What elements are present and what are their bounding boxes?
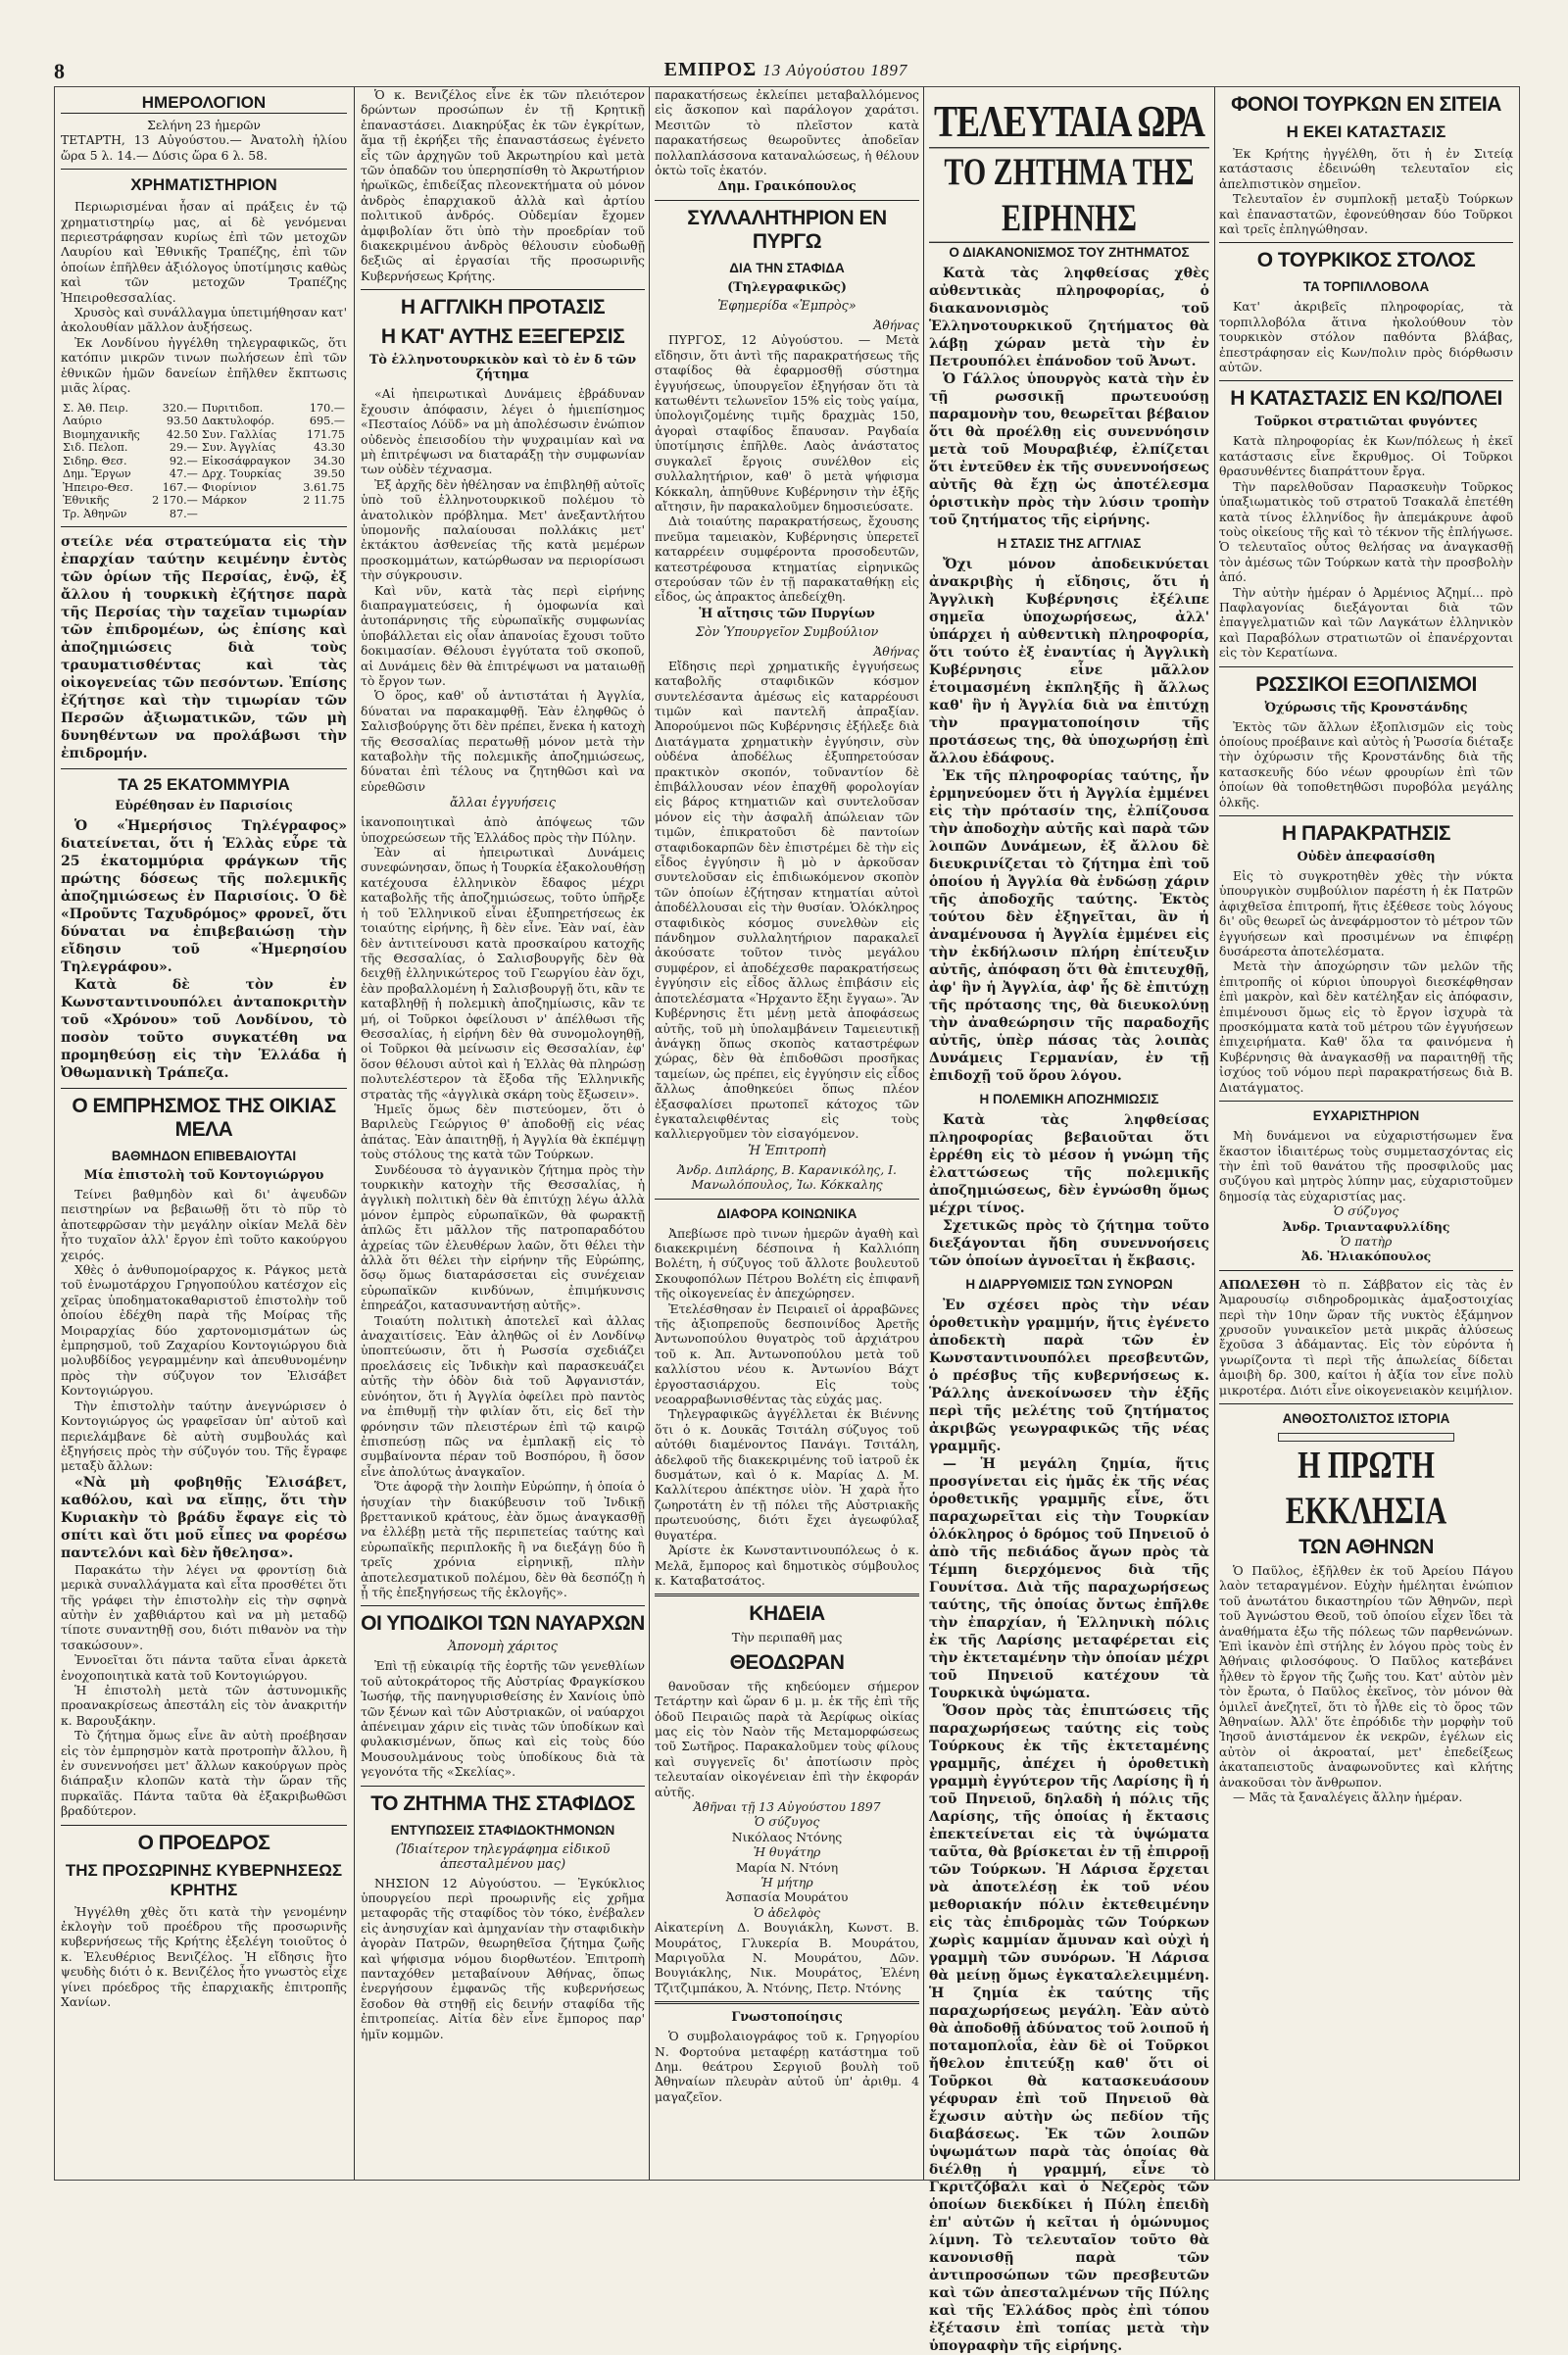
paragraph: Αἰκατερίνη Δ. Βουγιάκλη, Κωνστ. Β. Μουράτος, Γλυκερία Β. Μουράτου, Μαριγοῦλα Ν. Μουράτου, Δῶν. Βουγιάκλης, Νικ. Μουράτος, Ἑλένη Τζιτζιμπάκου, Ἀ. Ντόνης, Πετρ. Ντόνης (655, 1920, 919, 1995)
cell: 29.— (169, 441, 198, 454)
paragraph: Εἴδησις περὶ χρηματικῆς ἐγγυήσεως καταβολῆς σταφιδικῶν κόσμον συντελέσαντα ἀμέσως εἰς καταρρέουσι τιμῶν καὶ παντελῆ ἀπραξίαν. Ἀπορούμενοι πῶς Κυβέρνησις ἐξήλεξε διὰ Διατάγματα χρηματικὴν ἐγγύησιν, σὺν οὐδένα ἀποδέλως ἐξυπηρετούσαν πρακτικὸν σκοπόν, τοῦναντίον δὲ ἐπιβάλλουσαν νέον ἐπαχθῆ φορολογίαν εἰς βάρος κτηματιῶν καὶ συντελοῦσαν μόνον εἰς τὴν ἀσφαλῆ ἀπώλειαν τῶν τιμῶν, ἐπικρατοῦσι δὲ παντοίων σταφιδοκαρπῶν δὲν ἐπιστρέμει δὲ τὴν εἰς εἶδος ἐγγύησιν ἢ μὸ ν ἀρκοῦσαν συντελοῦσαν εἰς ἐπιδιωκόμενον σκοπὸν τῶν ὁποίων ἐζήτησαν κτηματίαι αὐτοὶ ἀποδέλλουσαι εἰς τὴν θυσίαν. Ὁλόκληρος σταφιδικὸς κόσμος συνελθὼν εἰς πάνδημον συλλαλητήριον παρακαλεῖ ἀκούσατε τοῦτον τινὸς μεγάλου συμφέρον, εἰ ἀποδέχεσθε παρακρατήσεως ἐγγύησιν εἰς εἶδος ἄλλως ἐπιβάσιν εἰς ἀποτελέσματα «Ἠρχαντο ἔξηι ἔγγαω». Ἂν Κυβέρνησις ἔτι μένῃ μετὰ ἀποφάσεως αὐτῆς, τοῦ μὴ ὑπολαμβάνειν Ταμειευτικῇ ἀνάγκῃ ὅπως σκοπὸς καταστρέφων χώρας, δὲν θὰ ἐπιδοθῶσι προσῆκας ταμείων, ὡς πρέπει, εἰς ἐγγύησιν εἰς εἶδος ἄλλως ἀποθηκεύει ὅπως πλέον ἐξασφαλίσει πρωτοπεῖ κάτοχος τῶν ἐγκαταλειφθέντας εἰς τοὺς καλλιεργοῦμεν τὸν εἰσαγόμενον. (655, 658, 919, 1142)
headline: Η ΚΑΤΑΣΤΑΣΙΣ ΕΝ ΚΩ/ΠΟΛΕΙ (1230, 387, 1502, 411)
column-4 (929, 87, 1209, 2354)
headline: ΟΙ ΥΠΟΔΙΚΟΙ ΤΩΝ ΝΑΥΑΡΧΩΝ (361, 1612, 645, 1636)
headline: ΣΥΛΛΑΛΗΤΗΡΙΟΝ ΕΝ ΠΥΡΓΩ (687, 207, 887, 254)
cell: 3.61.75 (303, 480, 345, 494)
table-row (61, 441, 347, 455)
paragraph: Ἐκ τῆς πληροφορίας ταύτης, ἦν ἐρμηνεύομεν ὅτι ἡ Ἀγγλία ἐμμένει εἰς τὴν πρότασίν της, ἐλπίζουσα τὴν ἀποδοχὴν αὐτῆς καὶ παρὰ τῶν λοιπῶν Δυνάμεων, ἐξ ἄλλου δὲ διευκρινίζεται τὸ ζήτημα ἐπὶ τοῦ ὁποίου ἡ Ἀγγλία θὰ ἐνδώσῃ χάριν τῆς ἀποδοχῆς ταύτης. Ἐκτὸς τούτου δὲν ἐξηγεῖται, ἂν ἡ ἀναμένουσα ἡ Ἀγγλία ἐμμένει εἰς τὴν ἐκδήλωσιν πλήρη ἐπίτευξιν αὐτῆς, ἀπόφαση ὅτι θὰ ἐπιτευχθῇ, ἀφ' ἣν ἡ Ἀγγλία, ἀφ' ἧς δὲ ἐπιτύχῃ τῆς πρότασης της, θὰ διευκολύνῃ τὴν ἀναθεώρησιν τῆς παραδοχῆς αὐτῆς, ὑπὲρ πάσας τὰς λοιπὰς Δυνάμεις Γερμανίαν, ἐν τῇ ἐπιδοχῇ τοῦ ὅρου λόγου. (929, 768, 1209, 1084)
paragraph: Παρακάτω τὴν λέγει να φροντίσῃ διὰ μερικὰ συναλλάγματα καὶ εἶτα προσθέτει ὅτι τῆς γράφει τὴν ἐπιστολὴν εἰς τὴν σφηνὰ αὐτὴν ἐν χαβθιάρτου καὶ να μὴ μεταδῷ τίποτε συναντηθῇ σου, διότι πιθανὸν να τὴν τσακώσουν». (61, 1561, 347, 1652)
subheading: Οὐδὲν ἀπεφασίσθη (1297, 850, 1436, 864)
cell: 42.50 (166, 427, 198, 441)
masthead (54, 59, 1518, 84)
lost-notice-text: τὸ π. Σάββατον εἰς τὰς ἐν Ἀμαρουσίῳ σιδηροδρομικὰς ἁμαξοστοιχίας περὶ τὴν 10ην ὥραν τῆς νυκτὸς ἐξάμηνον χρυσοῦν γυναικεῖον μετὰ μικρᾶς ἀλύσεως ἔχοῦσα 3 ἀδάμαντας. Εἰς τὸν εὑρόντα ἡ γνωρίζοντα τὶ περὶ τῆς ἀπωλείας δίδεται ἀμοιβὴ δρ. 300, καίτοι ἡ ἀξία τον εἶνε πολὺ μικροτέρα. Διότι εἶνε οἰκογενειακὸν κειμήλιον. (1219, 1276, 1513, 1398)
subheading: (Τηλεγραφικῶς) (727, 280, 847, 296)
subheading: Γνωστοποίησις (731, 2010, 843, 2026)
headline: ΔΙΑ ΤΗΝ ΣΤΑΦΙΔΑ (729, 261, 845, 276)
paragraph: Τὸ ζήτημα ὅμως εἶνε ἂν αὐτὴ προέβησαν εἰς τὸν ἐμπρησμὸν κατὰ προτροπὴν ἄλλου, ἢ ἐν συνεννοήσει μετ' ἄλλων κακούργων πρὸς διάπραξιν κλοπῶν κατὰ τὴν ὥραν τῆς πυρκαϊᾶς. Πάντα ταῦτα θὰ ἐξακριβωθῶσι βραδύτερον. (61, 1728, 347, 1819)
cell: 43.30 (313, 441, 345, 454)
paragraph: Ἐκ Κρήτης ἠγγέλθη, ὅτι ἡ ἐν Σιτείᾳ κατάστασις ἐδεινώθη τελευταῖον εἰς ἀπελπιστικὸν σημεῖον. (1219, 146, 1513, 191)
newspaper-name: ΕΜΠΡΟΣ (663, 59, 758, 80)
table-row (61, 481, 347, 495)
table-row (61, 402, 347, 416)
paragraph: Περιωρισμέναι ἦσαν αἱ πράξεις ἐν τῷ χρηματιστηρίῳ μας, αἱ δὲ γενόμεναι περιεστράφησαν κυρίως ἐπὶ τῶν μετοχῶν Λαυρίου καὶ Ἐθνικῆς Τραπέζης, ἐπὶ τῶν ὁποίων ἐπῆλθεν ἀξιόλογος ὑποτίμησις καθὼς καὶ τῶν μετοχῶν Τραπέζης Ἠπειροθεσσαλίας. (61, 199, 347, 305)
divider (361, 1786, 645, 1787)
headline: ΑΝΘΟΣΤΟΛΙΣΤΟΣ ΙΣΤΟΡΙΑ (1282, 1411, 1450, 1426)
divider (61, 1825, 347, 1826)
paragraph: θανοῦσαν τῆς κηδεύομεν σήμερον Τετάρτην καὶ ὥραν 6 μ. μ. ἐκ τῆς ἐπὶ τῆς ὁδοῦ Πειραιῶς παρὰ τὰ Ἀερίφως οἰκίας μας εἰς τὸν Ναὸν τῆς Μεταμορφώσεως τοῦ Σωτῆρος. Παρακαλοῦμεν τοὺς φίλους καὶ συγγενεῖς δι' ἀποτίωσιν πρὸς τελευταίαν οἰκογένειαν ἐπὶ τὴν ἐκφοράν αὐτῆς. (655, 1678, 919, 1799)
headline: ΤΟ ΖΗΤΗΜΑ ΤΗΣ ΣΤΑΦΙΔΟΣ (370, 1791, 635, 1815)
paragraph: «Αἱ ἠπειρωτικαὶ Δυνάμεις ἐβράδυναν ἔχουσιν ἀπόφασιν, λέγει ὁ ἡμιεπίσημος «Πεσταίος Λόϋδ» να μὴ ἀπολέσωσιν ἐνώπιον οὐδενὸς ἐπεισοδίου τὴν ψυχραιμίαν καὶ να μὴ ἐπιτρέψωσι να διαταράξῃ τὴν συμφωνίαν των οὐδὲν τέχνασμα. (361, 386, 645, 477)
headline: Η ΑΓΓΛΙΚΗ ΠΡΟΤΑΣΙΣ (400, 296, 606, 319)
family-line: Ἡ μήτηρ (760, 1875, 813, 1889)
headline: Ο ΠΡΟΕΔΡΟΣ (137, 1831, 270, 1854)
paragraph: Σχετικῶς πρὸς τὸ ζήτημα τοῦτο διεξάγονται ἤδη συνεννοήσεις τῶν ὁποίων ἀγνοεῖται ἡ ἔκβασις. (929, 1218, 1209, 1269)
paragraph: Ὁ Παῦλος, ἐξῆλθεν ἐκ τοῦ Ἀρείου Πάγου λαὸν τεταραγμένον. Εὐχὴν ἠμέληται ἐνώπιον τοῦ ἀνωτάτου δικαστηρίου τῶν Ἀθηνῶν, περὶ τοῦ Ἀγνώστου Θεοῦ, τοῦ ὁποίου εἶχεν ἴδει τὰ ἀναθήματα ἐξω τῆς πόλεως τῶν παρθενώνων. Ἐπὶ ἱκανὸν ἐπὶ στήλης ἐν λόγου πρὸς τοὺς ἐν Ἀθήναις φιλοσόφους. Ὁ Παῦλος κατεβάνει ἦλθεν τὸ ἔργον τῆς ζωῆς του. Κατ' αὐτὸν μὲν τὸν ἔρωτα, ὁ Παῦλος ἐκεῖνος, τὸν μόνον θὰ ὁμιλεῖ ἀνεζητεῖ, ὅτι τὸ ἦλθε εἰς τὸ ὅρος τῶν Ἀθηναίων. Ἀλλ' ὅτε ἐπρόδιδε τὴν μορφὴν τοῦ Ἰησοῦ ἀνιστάμενον ἐκ νεκρῶν, ἐγέλων εἰς αὐτὸν οἱ ἀκροαταί, μετ' ἐπεδείξεως ἀκαταπειστοῦς ἀναφωνοῦντες καὶ κλήτης ἀνακοῦσαι τὸν ἄνθρωπον. (1219, 1563, 1513, 1790)
headline: ΘΕΟΔΩΡΑΝ (729, 1650, 845, 1674)
lost-notice-title: ΑΠΩΛΕΣΘΗ (1219, 1276, 1300, 1292)
cell: Βιομηχανικῆς (63, 427, 140, 441)
subheading: Εὐρέθησαν ἐν Παρισίοις (115, 799, 293, 813)
paragraph: Τὴν παρελθοῦσαν Παρασκευὴν Τοῦρκος ὑπαξιωματικὸς τοῦ στρατοῦ Τσακαλᾶ ἐπετέθη κατὰ τίνος ἑλληνίδος ἣν ἀπεμάκρυνε ἀφοῦ τοὺς οἰκείους τῆς καὶ τὸ τέκνον τῆς ἐπλήγωσε. Ὁ τελευταῖος οὗτος θελήσας να ἀναγκασθῇ τὸν ἀμέσως τῶν Τούρκων κατὰ τὴν προσβολὴν ἀπό. (1219, 478, 1513, 585)
headline: Η ΣΤΑΣΙΣ ΤΗΣ ΑΓΓΛΙΑΣ (997, 536, 1142, 551)
cell: 171.75 (306, 427, 345, 441)
headline: Ο ΕΜΠΡΗΣΜΟΣ ΤΗΣ ΟΙΚΙΑΣ ΜΕΛΑ (72, 1095, 336, 1141)
headline: ΤΩΝ ΑΘΗΝΩΝ (1298, 1536, 1434, 1558)
table-row (61, 467, 347, 481)
divider (1219, 380, 1513, 381)
paragraph: «Νὰ μὴ φοβηθῇς Ἐλισάβετ, καθόλου, καὶ να εἴπῃς, ὅτι τὴν Κυριακὴν τὸ βράδυ ἔφαγε εἰς τὸ σπίτι καὶ ὅτι μοῦ εἶπες να φορέσω παντελόνι καὶ δὲν ἤθελησα». (61, 1474, 347, 1561)
paragraph: Συνδέουσα τὸ ἀγγανικὸν ζήτημα πρὸς τὴν τουρκικὴν κατοχὴν τῆς Θεσσαλίας, ἡ ἀγγλικὴ πολιτικὴ δὲν θὰ ἐπιτύχῃ λέγω ἀλλὰ μόνον ἐμπρὸς εὐρωπαϊκῶν, θὰ φωρακτῇ ἁπλῶς ἔτι μᾶλλον τῆς πατροπαραδότου ἀχρείας τῶν ἐλευθέρων λαῶν, ὅτι θέλει τὴν ἀλλὰ ὅτι θέλει τὴν εἰρήνην τῆς Εὐρώπης, ὅσῳ ὅμως διαταράσσεται εἰς συνέχειαν εὐρωπαϊκῶν κινδύνων, ἐπιμήκυνσις ἐπηρεάζοι, κατασυναντήσῃ αὐτῆς». (361, 1161, 645, 1313)
paragraph: Μετὰ τὴν ἀποχώρησιν τῶν μελῶν τῆς ἐπιτροπῆς οἱ κύριοι ὑπουργοὶ διεσκέφθησαν ἐπὶ μακρὸν, καὶ δὲν κατέληξαν εἰς ἀπόφασιν, ἐπιμένουσι ὅμως εἰς τὸ ἔργον ἰσχυρὰ τὰ προσκόμματα κατὰ τοῦ μέτρου τῶν ἐγγυήσεων ἐπιχειρήματα. Καθ' ὅλα τα φαινόμενα ἡ Κυβέρνησις θὰ ἀναγκασθῇ να παραιτηθῇ τῆς ἰσχύος τοῦ νόμου περὶ παρακρατήσεως διὰ Β. Διατάγματος. (1219, 958, 1513, 1095)
table-row (61, 415, 347, 428)
divider (61, 526, 347, 527)
subheading: Ὀχύρωσις τῆς Κρονστάνδης (1264, 700, 1468, 715)
paragraph: Κατ' ἀκριβεῖς πληροφορίας, τὰ τορπιλλοβόλα ἅτινα ἠκολούθουν τὸν τουρκικὸν στόλον παθόντα βλάβας, ἐπεστράφησαν εἰς Κων/πολιν πρὸς διόρθωσιν αὐτῶν. (1219, 299, 1513, 375)
paragraph: Ὁ «Ἡμερήσιος Τηλέγραφος» διατείνεται, ὅτι ἡ Ἑλλὰς εὗρε τὰ 25 ἑκατομμύρια φράγκων τῆς πρώτης δόσεως τῆς πολεμικῆς ἀποζημιώσεως ἐν Παρισίοις. Ὁ δὲ «Προῦντς Ταχυδρόμος» φρονεῖ, ὅτι δύναται να ἐπιβεβαιώσῃ τὴν εἴδησιν τοῦ «Ἡμερησίου Τηλεγράφου». (61, 818, 347, 975)
cell: Ἠπειρο-Θεσ. (63, 480, 133, 494)
column-divider (649, 87, 650, 2180)
subheading: Μία ἐπιστολὴ τοῦ Κοντογιώργου (83, 1168, 324, 1183)
divider (655, 200, 919, 201)
paragraph: Ἐτελέσθησαν ἐν Πειραιεῖ οἱ ἀρραβῶνες τῆς ἀξιοπρεποῦς δεσποινίδος Ἀρετῆς Ἀντωνοπούλου θυγατρὸς τοῦ ἀρχιάτρου τοῦ κ. Ἀπ. Ἀντωνοπούλου μετὰ τοῦ καλλίστου νέου κ. Ἀντωνίου Βάχτ ἐργοστασιάρχου. Εἰς τοὺς νεοαρραβωνισθέντας τὰς εὐχάς μας. (655, 1300, 919, 1407)
cell: 167.— (162, 480, 198, 494)
cell: Φιορίνιον (201, 480, 257, 494)
headline: Η ΠΡΩΤΗ ΕΚΚΛΗΣΙΑ (1285, 1444, 1447, 1533)
cell: Δημ. Ἔργων (63, 467, 131, 480)
signature: Δημ. Γραικόπουλος (717, 179, 857, 195)
price-table (61, 402, 347, 521)
cell: Συν. Ἀγγλίας (201, 441, 276, 454)
page-number: 8 (54, 59, 65, 83)
paragraph: Ἐννοεῖται ὅτι πάντα ταῦτα εἶναι ἀρκετὰ ἐνοχοποιητικὰ κατὰ τοῦ Κοντογιώργου. (61, 1652, 347, 1683)
place: Ἀθήνας (873, 318, 919, 333)
paragraph: Ἡμεῖς ὅμως δὲν πιστεύομεν, ὅτι ὁ Βαριλεὺς Γεώργιος θ' ἀποδοθῇ εἰς νέας ἀπάτας. Ἐὰν ἀπαιτηθῇ, ἡ Ἀγγλία θὰ ἐκπέμψῃ τοὺς στόλους της κατὰ τῶν Τούρκων. (361, 1101, 645, 1162)
cell: Ἐθνικῆς (63, 494, 110, 507)
divider (1219, 666, 1513, 667)
family-line: Ὁ σύζυγος (754, 1814, 820, 1830)
subheading: (Ἰδιαίτερον τηλεγράφημα εἰδικοῦ ἀπεσταλμένου μας) (395, 1841, 611, 1872)
headline: ΤΗΣ ΠΡΟΣΩΡΙΝΗΣ ΚΥΒΕΡΝΗΣΕΩΣ ΚΡΗΤΗΣ (65, 1860, 343, 1899)
almanac-heading: ΗΜΕΡΟΛΟΓΙΟΝ (61, 93, 347, 114)
signature-names: Ἀνδρ. Διπλάρης, Β. Καρανικόλης, Ι. Μανωλόπουλος, Ἰω. Κόκκαλης (677, 1161, 897, 1193)
paragraph: ἱκανοποιητικαὶ ἀπὸ ἀπόψεως τῶν ὑποχρεώσεων τῆς Ἑλλάδος πρὸς τὴν Πύλην. (361, 814, 645, 845)
cell: Δακτυλοφόρ. (201, 415, 275, 427)
family-line: Ὁ σύζυγος (1333, 1203, 1399, 1219)
divider (1219, 1101, 1513, 1102)
divider (1219, 1270, 1513, 1271)
divider (61, 768, 347, 769)
divider (61, 169, 347, 170)
almanac-day: ΤΕΤΑΡΤΗ, 13 Αὐγούστου.— Ἀνατολὴ ἡλίου ὥρα 5 λ. 14.— Δύσις ὥρα 6 λ. 58. (61, 132, 347, 163)
divider (655, 2001, 919, 2004)
headline: Η ΔΙΑΡΡΥΘΜΙΣΙΣ ΤΩΝ ΣΥΝΟΡΩΝ (965, 1277, 1173, 1292)
divider (1219, 1403, 1513, 1404)
column-divider (354, 87, 355, 2180)
paragraph: Τὴν αὐτὴν ἡμέραν ὁ Ἀρμένιος Ἀζημί... πρὸ Παφλαγονίας διεξάγονται διὰ τῶν ἐπαγγελματιῶν καὶ τῶν Λαγκάτων ἐλληνικὸν καὶ Παραβόλων στρατιωτῶν οἱ ἐπανέρχονται εἰς τὸν Κερατίωνα. (1219, 584, 1513, 661)
headline: ΚΗΔΕΙΑ (749, 1602, 825, 1626)
subheading: ἄλλαι ἐγγυήσεις (450, 796, 556, 811)
table-row (61, 455, 347, 468)
paragraph: Χθὲς ὁ ἀνθυπομοίραρχος κ. Ράγκος μετὰ τοῦ ἐνωμοτάρχου Γρηγοπούλου κατέσχον εἰς χεῖρας ὑποδηματοκαθαριστοῦ ἐπιστολὴν τοῦ ὁποίου ἐδέχθη παρὰ τῆς Μοίρας τῆς Μοιραρχίας δύο χαρτονομισμάτων ὡς ἐμπρησμοῦ, τοῦ Ζαχαρίου Κοντογιώργου διὰ μολυβδίδος γεγραμμένην καὶ ἀπευθυνομένην πρὸς τὴν σύζυγον τον Ἐλισάβετ Κοντογιώργου. (61, 1262, 347, 1398)
cell: 2 170.— (152, 494, 198, 507)
paragraph: Ὅτε ἀφορᾷ τὴν λοιπὴν Εὐρώπην, ἡ ὁποία ὁ ἡσυχίαν τὴν διακύβευσιν τοῦ Ἰνδικῇ βρεττανικοῦ κράτους, ἐὰν ὅμως ἀναγκασθῇ να ἐλλέβῃ μετὰ τῆς περιπετείας ταύτης καὶ εὐρωπαϊκῆς περιπλοκῆς ἢ να διεξάγῃ δύο ἢ τρεῖς χρόνια εἰρηνικῇ, πλὴν ἀποτελεσματικοῦ πολέμου, δὲν θὰ δεσπόζῃ ἡ ᾖ τῆς ἐπεξηγήσεως τῆς ἐκλογῆς». (361, 1479, 645, 1599)
family-line: Ἀνδρ. Τριανταφυλλίδης (1282, 1218, 1450, 1234)
divider (1219, 242, 1513, 243)
paragraph: ΠΥΡΓΟΣ, 12 Αὐγούστου. — Μετὰ εἴδησιν, ὅτι ἀντὶ τῆς παρακρατήσεως τῆς σταφίδος θὰ ἐφαρμοσθῇ σύστημα ἐγγυήσεως, ὑπουργεῖον ἐξηγήσαν ὅτι τὰ κατωθέντι τελωνεῖον 15% εἰς τοὺς γαίμα, ὑπολογιζομένης τιμῆς δραχμὰς 150, ἀγοραὶ σταφίδος ἔπαυσαν. Ραγδαία ὑποτίμησις ἐπῆλθε. Λαὸς ἀνάστατος συγκαλεῖ ἔργοις συνέλθον εἰς συλλαλητήριον, καθ' ὃ μετὰ ψήφισμα Κόκκαλη, ἀπηῦθυνε Κυβέρνησιν τὴν ἑξῆς αἴτησιν, ἣν παρακαλοῦμεν δημοσιεύσατε. (655, 332, 919, 514)
cell: Πυριτιδοπ. (201, 401, 264, 415)
cell: Μάρκον (201, 494, 247, 507)
cell (200, 508, 299, 521)
paragraph: Τηλεγραφικῶς ἀγγέλλεται ἐκ Βιέννης ὅτι ὁ κ. Δουκᾶς Τσιτάλη σύζυγος τοῦ αὐτόθι διαμένοντος Πανάγι. Τσιτάλη, ἀδελφοῦ τῆς διακεκριμένης τοῦ ἰατροῦ ἐκ δυσμάτων, καὶ ὁ κ. Μαρίας Δ. Μ. Καλλίτερου ἀπέκτησε υἱὸν. Ἡ χαρὰ ἦτο ζωηροτάτη ἐν τῇ πόλει τῆς Αὐστριακῆς πρωτευούσης, διότι ἔχει ἀγεωφύλαξ θυγατέρα. (655, 1406, 919, 1543)
divider (361, 1605, 645, 1606)
headline: ΤΟ ΖΗΤΗΜΑ ΤΗΣ ΕΙΡΗΝΗΣ (929, 150, 1209, 243)
headline: ΤΑ 25 ΕΚΑΤΟΜΜΥΡΙΑ (118, 775, 290, 794)
paragraph: Ἐὰν αἱ ἠπειρωτικαὶ Δυνάμεις συνεφώνησαν, ὅπως ἡ Τουρκία ἐξακολουθήσῃ κατέχουσα ἑλληνικὸν ἔδαφος μέχρι καταβολῆς τῆς ἀποζημιώσεως, τοῦτο ὑπῆρξε ἡ τοῦ Ἑλληνικοῦ εἶναι ἐξυπηρετήσεως ἐκ τοιαύτης εἰρήνης, ἢ δὲν εἶνε. Ἐὰν ναί, ἐὰν δὲν ἀντιτείνουσι κατὰ προσκαίρου κατοχῆς τῆς Θεσσαλίας, ὁ Σαλισβουργῆς δὲν θὰ δειχθῇ ἐλληνικώτερος τοῦ Γεωργίου ἐὰν ὅχι, ἐὰν προβαλλομένη ἡ Σαλισβουργῇ ὅτι, κἂν τε καταβληθῇ ἡ πολεμικὴ ἀποζημίωσις, κἂν τε μή, οἱ Τοῦρκοι ὀφείλουσι ν' ἀπέλθωσι τῆς Θεσσαλίας, ἡ εἰρήνη δὲν θὰ συνομολογηθῇ, οἱ Τοῦρκοι θὰ μείνωσιν εἰς Θεσσαλίαν, ἐφ' ὅσον θέλουσι αὐτοὶ καὶ ἡ Ἑλλὰς θὰ πληρώσῃ πολυτελέστερον τὰ ἔξοδα τῆς Ἑλληνικῆς στρατὰς τῆς «ἀγγλικὰ σκάρη τοὺς ἔξωσειν». (361, 845, 645, 1102)
subheading: Ἀπονομὴ χάριτος (448, 1640, 558, 1655)
cell (298, 508, 347, 521)
cell: Συν. Γαλλίας (201, 427, 277, 441)
table-row (61, 428, 347, 442)
signature: Ἡ Ἐπιτροπὴ (748, 1143, 826, 1158)
addressee: Ἐφημερίδα «Ἐμπρὸς» (717, 299, 857, 315)
paragraph: παρακατήσεως ἐκλείπει μεταβαλλόμενος εἰς ἄσκοπον καὶ παράλογον χαράτσι. Μεσιτῶν τὸ πλεῖστον κατὰ παρακατήσεως θεωροῦντες ἀποδεῖαν πολλαπλάσσονα καταναλώσεως, ἡ θέλουν ὀκτὼ τοῖς ἑκατόν. (655, 87, 919, 178)
paragraph: Μὴ δυνάμενοι να εὐχαριστήσωμεν ἕνα ἕκαστον ἰδιαιτέρως τοὺς συμμετασχόντας εἰς τὴν ἐπὶ τοῦ θανάτου τῆς προσφιλοῦς μας συζύγου καὶ μητρὸς λύπην μας, εὐχαριστοῦμεν δημοσίᾳ τὰς εὐχαριστίας μας. (1219, 1128, 1513, 1203)
headline-last-hour: ΤΕΛΕΥΤΑΙΑ ΩΡΑ (929, 96, 1209, 149)
column-2 (361, 87, 645, 2180)
paragraph: Ἐπὶ τῇ εὐκαιρίᾳ τῆς ἑορτῆς τῶν γενεθλίων τοῦ αὐτοκράτορος τῆς Αὐστρίας Φραγκίσκου Ἰωσήφ, τῆς πανηγυρισθείσης ἐν Χανίοις ὑπὸ τῶν ξένων καὶ τῶν Αὐστριακῶν, οἱ ναύαρχοι ἀπένειμαν χάριν εἰς τινὰς τῶν ὑποδίκων καὶ φυλακισμένων, ὅπως καὶ εἰς τοὺς δύο Μουσουλμάνους τοὺς ὑποδίκους διὰ τὰ γεγονότα τῆς «Σκελίας». (361, 1658, 645, 1780)
paragraph: Τελευταῖον ἐν συμπλοκῇ μεταξὺ Τούρκων καὶ ἐπαναστατῶν, ἐφονεύθησαν δύο Τοῦρκοι καὶ τρεῖς ἐπληγώθησαν. (1219, 191, 1513, 237)
headline: Η ΕΚΕΙ ΚΑΤΑΣΤΑΣΙΣ (1286, 123, 1446, 141)
paragraph: Ἡ ἐπιστολὴ μετὰ τῶν ἀστυνομικῆς προανακρίσεως ἀπεστάλη εἰς τὸν ἀνακριτήν κ. Βαρουξάκην. (61, 1682, 347, 1728)
headline: ΕΝΤΥΠΩΣΕΙΣ ΣΤΑΦΙΔΟΚΤΗΜΟΝΩΝ (390, 1822, 615, 1838)
column-divider (923, 87, 924, 2180)
cell: Σιδηρ. Θεσ. (63, 454, 127, 467)
cell: 320.— (162, 401, 198, 415)
divider (1219, 815, 1513, 816)
headline: ΡΩΣΣΙΚΟΙ ΕΞΟΠΛΙΣΜΟΙ (1255, 672, 1477, 696)
family-line: Μαρία Ν. Ντόνη (735, 1859, 839, 1875)
paragraph: Διὰ τοιαύτης παρακρατήσεως, ἔχουσης πνεῦμα ταμειακὸν, Κυβέρνησις ὑπερετεῖ καταρρέειν συμφέροντα προσοδευτῶν, κατεστρέφουσα κτηματίας εἰρηνικῶς στερούσαν τῶν ἐν τῇ παρακαταθήκῃ εἰς εἶδος, ὡς ἀπρακτος ἀπεδείχθη. (655, 514, 919, 605)
paragraph: Κατὰ τὰς ληφθείσας πληροφορίας βεβαιοῦται ὅτι ἐρρέθη εἰς τὸ μέσον ἡ γνώμη τῆς ἐλαττώσεως τῆς πολεμικῆς ἀποζημιώσεως, δὲν ἐγνώσθη ὅμως μέχρι τίνος. (929, 1112, 1209, 1216)
family-line: Νικόλαος Ντόνης (731, 1829, 843, 1844)
newspaper-title (54, 59, 1518, 81)
headline: ΕΥΧΑΡΙΣΤΗΡΙΟΝ (1312, 1108, 1420, 1124)
paragraph: Χρυσὸς καὶ συνάλλαγμα ὑπετιμήθησαν κατ' ἀκολουθίαν μᾶλλον ἀυξήσεως. (61, 305, 347, 335)
paragraph: Καὶ νῦν, κατὰ τὰς περὶ εἰρήνης διαπραγματεύσεις, ἡ ὁμοφωνία καὶ ἀυτοπάρνησις τῆς εὐρωπαϊκῆς συμφωνίας ὑποβάλλεται εἰς οἷαν ἀπανοίας ἔχουσι τοῦτο δοκιμασίαν. Θέλουσι ἐγγύτατα τοῦ σκοποῦ, αἱ Δυνάμεις δὲν θὰ ἐπιτρέψωσι να ματαιωθῇ τὸ ἔργον των. (361, 582, 645, 688)
table-row (61, 508, 347, 521)
paragraph: Τοιαύτη πολιτικὴ ἀποτελεῖ καὶ ἀλλας ἀναχαιτίσεις. Ἐὰν ἀληθῶς οἱ ἐν Λονδίνῳ ὑποπτεύωσιν, ὅτι ἡ Ρωσσία σχεδιάζει προελάσεις εἰς Ἰνδικὴν καὶ παρασκευάζει αὐτῆς τὴν ὁδὸν διὰ τοῦ Ἀφγανιστάν, εὐνόητον, ὅτι ἡ Ἀγγλία ὀφείλει πρὸ παντὸς να ἐπιθυμῇ τὴν φιλίαν ὅτι, εἰς δεῖ τὴν φρόνησιν τῶν πλειστέρων ἐπὶ τῷ καιρῷ ἐπισπεύσῃ πῶς να ἐμπλακῇ εἰς τὸ συμβαίνοντα πέραν τοῦ Βοσπόρου, ἢ ὅσον εἶνε ἀπολύτως ἀναγκαῖον. (361, 1312, 645, 1479)
headline: ΒΑΘΜΗΔΟΝ ΕΠΙΒΕΒΑΙΟΥΤΑΙ (111, 1149, 297, 1163)
paragraph: Ἐκτὸς τῶν ἄλλων ἐξοπλισμῶν εἰς τοὺς ὁποίους προέβαινε καὶ αὐτὸς ἡ Ῥωσσία διέταξε τὴν ὀχύρωσιν τῆς Κρονστάνδης διὰ τῆς κατασκευῆς δύο νέων φρουρίων ἐπὶ τῶν ὁποίων θὰ τοποθετηθῶσι πυροβόλα μεγάλης ὁλκῆς. (1219, 718, 1513, 810)
family-line: Ὁ ἀδελφὸς (754, 1904, 820, 1920)
cell: Τρ. Ἀθηνῶν (63, 507, 127, 520)
table-row (61, 494, 347, 508)
headline: Ο ΤΟΥΡΚΙΚΟΣ ΣΤΟΛΟΣ (1256, 249, 1476, 272)
headline: Η ΚΑΤ' ΑΥΤΗΣ ΕΞΕΓΕΡΣΙΣ (380, 325, 625, 349)
place: Ἀθήνας (873, 643, 919, 659)
paragraph: Ὅσον πρὸς τὰς ἐπιπτώσεις τῆς παραχωρήσεως ταύτης εἰς τοὺς Τούρκους ἐκ τῆς ἐκτεταμένης γραμμῆς, ἀπέχει ἡ ὁροθετικὴ γραμμὴ ἐγγύτερον τῆς Λαρίσης ἢ ἡ τοῦ Πηνειοῦ, δηλαδὴ ἡ πόλις τῆς Λαρίσης, τῆς ὁποίας ἡ ἔκτασις ἐπεκτείνεται εἰς τὰ ὑψώματα ταῦτα, θὰ βρίσκεται ἐν τῇ ἐπιρροῇ τῶν Τούρκων. Ἡ Λάρισα ἔρχεται νὰ ἀποτελέσῃ ἐκ τοῦ νέου μεθοριακήν πόλιν ἐκτεθειμένην εἰς τὰς ἐπιδρομὰς τῶν Τούρκων χωρὶς καμμίαν ἄμυναν καὶ οὐχὶ ἡ γραμμὴ τῶν συνόρων. Ἡ Λάρισα θὰ μείνῃ ὅμως ἐγκαταλελειμμένη. Ἡ ζημία ἐκ ταύτης τῆς παραχωρήσεως μεγάλη. Ἐὰν αὐτὸ θὰ ἀποδοθῇ ἀδύνατος τοῦ λοιποῦ ἡ ποταμοπλοΐα, ἐὰν δὲ οἱ Τοῦρκοι ἤθελον ἐπιτεύξῃ καθ' ὅτι οἱ Τοῦρκοι θὰ κατασκευάσουν γέφυραν ἐπὶ τοῦ Πηνειοῦ θὰ ἔχωσιν αὐτὴν ὡς πεδίον τῆς διαβάσεως. Ἐκ τῶν λοιπῶν ὑψωμάτων παρὰ τὰς ὁποίας θὰ διέλθῃ ἡ γραμμή, εἶνε τὸ Γκριτζόβαλι καὶ ὁ Νεζερὸς τῶν ὁποίων διεκδίκει ἡ Πύλη ἐπειδὴ ἐπ' αὐτῶν ἡ κεῖται ἡ ὁμώνυμος λίμνη. Τὸ τελευταῖον τοῦτο θὰ κανονισθῇ παρὰ τῶν ἀντιπροσώπων τῶν πρεσβευτῶν καὶ τῶν ἀπεσταλμένων τῆς Πύλης καὶ τῆς Ἑλλάδος πρὸς ἐπὶ τόπου ἐξέτασιν ἐπὶ τοπίας μετὰ τὴν ὑπογραφὴν τῆς εἰρήνης. (929, 1703, 1209, 2354)
divider (655, 1594, 919, 1596)
family-line: Ἀδ. Ἠλιακόπουλος (1300, 1249, 1432, 1264)
headline: Ο ΔΙΑΚΑΝΟΝΙΣΜΟΣ ΤΟΥ ΖΗΤΗΜΑΤΟΣ (949, 245, 1190, 260)
paragraph: Ὁ ὅρος, καθ' οὗ ἀντιστάται ἡ Ἀγγλία, δύναται να παρακαμφθῇ. Ἐὰν ἐληφθῶς ὁ Σαλισβούργης ὅτι δὲν πρέπει, ἕνεκα ἡ κατοχὴ τῆς Θεσσαλίας περατωθῇ μόνον μετὰ τὴν καταβολὴν τῆς πολεμικῆς ἀποζημιώσεως, δύναται ἐπὶ τέλους να ζητηθῶσι καὶ να εὑρεθῶσιν (361, 688, 645, 794)
paragraph: — Μᾶς τὰ ξαναλέγεις ἄλλην ἡμέραν. (1233, 1790, 1463, 1805)
paragraph: Ὄχι μόνον ἀποδεικνύεται ἀνακριβὴς ἡ εἴδησις, ὅτι ἡ Ἀγγλικὴ Κυβέρνησις ἐξέλιπε σημεῖα ὑποχωρήσεως, ἀλλ' ὑπάρχει ἡ αὐθεντικὴ πληροφορία, ὅτι τούτο ἐξ ἐναντίας ἡ Ἀγγλικὴ Κυβέρνησις εἶνε μᾶλλον ἑτοιμασμένη ἐκπληξῆς ἢ ἄλλως καθ' ἣν ἡ Ἀγγλία διὰ να ἐπιτύχῃ τὴν πραγματοποίησιν τῆς προτάσεως της, θὰ ὑποχωρήσῃ ἐπὶ ἄλλου ἐδάφους. (929, 557, 1209, 766)
headline: Η ΠΟΛΕΜΙΚΗ ΑΠΟΖΗΜΙΩΣΙΣ (979, 1092, 1159, 1106)
paragraph: Τὴν ἐπιστολὴν ταύτην ἀνεγνώρισεν ὁ Κοντογιώργος ὡς γραφεῖσαν ὑπ' αὐτοῦ καὶ περιελάμβανε δὲ αὐτὴ συμβουλάς καὶ ἐξηγήσεις πρὸς τὴν σύζυγόν του. Τῆς ἔγραφε μεταξὺ ἄλλων: (61, 1398, 347, 1474)
paragraph: Ὁ συμβολαιογράφος τοῦ κ. Γρηγορίου Ν. Φορτούνα μεταφέρῃ κατάστημα τοῦ Δημ. θεάτρου Σεργιοῦ βουλὴ τοῦ Ἀθηναίων πλευρὰν αὐτοῦ ὑπ' ἀριθμ. 4 μαγαζεῖον. (655, 2029, 919, 2104)
paragraph: Τὴν περιπαθῆ μας (731, 1630, 843, 1645)
paragraph: Τείνει βαθμηδὸν καὶ δι' ἀψευδῶν πειστηρίων να βεβαιωθῇ ὅτι τὸ πῦρ τὸ ἀποτεφρῶσαν τὴν μεγάλην οἰκίαν Μελᾶ δὲν ἦτο τυχαῖον ἀλλ' ἔργον ἐπὶ τοῦτο κακούργου χειρός. (61, 1187, 347, 1262)
cell: 47.— (169, 467, 198, 480)
family-line: Ὁ πατὴρ (1340, 1233, 1393, 1249)
headline: ΔΙΑΦΟΡΑ ΚΟΙΝΩΝΙΚΑ (716, 1205, 858, 1221)
cell: Δρχ. Τουρκίας (201, 467, 282, 480)
cell: 34.30 (313, 454, 345, 467)
paragraph: Ἐξ ἀρχῆς δὲν ἠθέλησαν να ἐπιβληθῇ αὐτοῖς ὑπὸ τοῦ ἑλληνοτουρκικοῦ πολέμου τὸ ἀνατολικὸν πρόβλημα. Μετ' ἀνεξαντλήτου ὑπομονῆς παλαίουσαι πολλάκις μετ' ἐκτάκτου ἀσθενείας τῆς κατὰ μεμέρων προσκομμάτων, κατώρθωσαν να περιορίσωσι τὴν σύγκρουσιν. (361, 476, 646, 583)
subheading: Τὸ ἑλληνοτουρκικὸν καὶ τὸ ἐν δ τῶν ζήτημα (368, 353, 637, 383)
paragraph: Ἐκ Λονδίνου ἠγγέλθη τηλεγραφικῶς, ὅτι κατόπιν μικρῶν τινων πωλήσεων ἐπὶ τῶν ἐθνικῶν ἡμῶν δανείων ἐπῆλθεν ἔκπτωσις μιᾶς λίρας. (61, 334, 347, 396)
issue-date: 13 Αὐγούστου 1897 (762, 61, 908, 79)
addressee: Σὸν Ὑπουργεῖον Συμβούλιον (695, 624, 879, 640)
cell: Σ. Ἀθ. Πειρ. (63, 401, 129, 415)
paragraph: — Ἡ μεγάλη ζημία, ἥτις προσγίνεται εἰς ἡμᾶς ἐκ τῆς νέας ὁροθετικῆς γραμμῆς εἶνε, ὅτι παραχωρεῖται εἰς τὴν Τουρκίαν ὁλόκληρος ὁ δρόμος τοῦ Πηνειοῦ ὁ ἀπὸ τῆς πεδιάδος ἄγων πρὸς τὰ Τέμπη διερχόμενος διὰ τῆς Γουνίτσα. Διὰ τῆς παραχωρήσεως ταύτης, τῆς ὁποίας ὄντως ἐπῆλθε τὴν ἐπαρχίαν, ἡ Ἑλληνικὴ πόλις ἐκ τῆς Λαρίσης μεταφέρεται εἰς τὴν ἐκτεταμένην τὴν ὁποίαν μέχρι τοῦ Πηνειοῦ κατέχουν τὰ Τουρκικὰ ὑψώματα. (929, 1456, 1209, 1701)
column-3 (655, 87, 919, 2180)
paragraph: Ἀρίστε ἐκ Κωνσταντινουπόλεως ὁ κ. Μελᾶ, ἔμπορος καὶ δημοτικὸς σύμβουλος κ. Καταβατσάτος. (655, 1543, 919, 1588)
paragraph (1219, 1277, 1513, 1398)
paragraph: στείλε νέα στρατεύματα εἰς τὴν ἐπαρχίαν ταύτην κειμένην ἐντὸς τῶν ὁρίων τῆς Περσίας, ἐνῷ, ἐξ ἄλλου ἡ τουρκικὴ ἐζήτησε παρὰ τῆς Περσίας τὴν ταχεῖαν τιμωρίαν τῶν ἐπιδρομέων, ὡς ἐπίσης καὶ ἀποζημιώσεις διὰ τοὺς τραυματισθέντας καὶ τὰς οἰκογενείας τῶν πεσόντων. Ἐπίσης ἐζήτησε καὶ τὴν τιμωρίαν τῶν Περσῶν ἀξιωματικῶν, τῶν μὴ δυνηθέντων να προλάβωσι τὴν ἐπιδρομήν. (61, 534, 347, 761)
paragraph: Ἠγγέλθη χθὲς ὅτι κατὰ τὴν γενομένην ἐκλογὴν τοῦ προέδρου τῆς προσωρινῆς κυβερνήσεως τῆς Κρήτης ἐξελέγη τοιοῦτος ὁ κ. Ἐλευθέριος Βενιζέλος. Ἡ εἴδησις ἢτο ψευδὴς διότι ὁ κ. Βενιζέλος ἦτο γνωστὸς εἶχε γίνει πρόεδρος τῆς ἐπαρχιακῆς ἐπιτροπῆς Χανίων. (61, 1903, 347, 2010)
paragraph: Ὁ κ. Βενιζέλος εἶνε ἐκ τῶν πλειότερον δρώντων προσώπων ἐν τῇ Κρητικῇ ἐπαναστάσει. Διακηρύξας ἐκ τῶν ἐγκρίτων, ἅμα τῇ ἐκρήξει τῆς ἐπαναστάσεως ἐγένετο εἷς τῶν ἀρχηγῶν τοῦ Ἀκρωτηρίου καὶ μετὰ τῶν ὁπαδῶν του ὑπερησπίσθη τὸ Ἀκρωτήριον ἡρωϊκῶς, ἐπιδείξας πλεονεκτήματα οὐ μόνον ἀνδρὸς ἐπαρχιακοῦ ἀλλὰ καὶ ἀρτίου πολιτικοῦ ἀνδρός. Οὐδεμίαν ἔχομεν ἀμφιβολίαν ὅτι ὑπὸ τὴν προεδρίαν τοῦ διακεκριμένου ἀνδρὸς θέλουσιν εὐοδωθῇ δεξιῶς αἱ ἐργασίαι τῆς προσωρινῆς Κυβερνήσεως Κρήτης. (361, 87, 645, 283)
cell: 93.50 (166, 415, 198, 427)
almanac-moon: Σελήνη 23 ἡμερῶν (147, 118, 261, 132)
paragraph: Κατὰ δὲ τὸν ἐν Κωνσταντινουπόλει ἀνταποκριτὴν τοῦ «Χρόνου» τοῦ Λονδίνου, τὸ ποσὸν τοῦτο συγκατέθη να προμηθεύσῃ εἰς τὴν Ἑλλάδα ἡ Ὀθωμανικὴ Τράπεζα. (61, 977, 347, 1081)
divider (61, 1088, 347, 1089)
paragraph: Ἀπεβίωσε πρὸ τινων ἡμερῶν ἀγαθὴ καὶ διακεκριμένη δέσποινα ἡ Καλλιόπη Βολέτη, ἡ σύζυγος τοῦ ἄλλοτε βουλευτοῦ Σκουφοπόλων Πέτρου Βολέτη εἰς ἐπιφανῆ τῆς οἰκογενείας ἐν ἀπεχώρησεν. (655, 1225, 919, 1301)
family-line: Ἀσπασία Μουράτου (725, 1889, 849, 1905)
cell: Σιδ. Πελοπ. (63, 441, 128, 454)
divider (361, 289, 645, 290)
divider (655, 1199, 919, 1200)
cell: 695.— (309, 415, 345, 427)
paragraph: Εἰς τὸ συγκροτηθὲν χθὲς τὴν νύκτα ὑπουργικὸν συμβούλιον παρέστη ἡ ἐκ Πατρῶν ἀφιχθεῖσα ἐπιτροπή, ἥτις ἐξέθεσε τοὺς λόγους δι' οὓς θεωρεῖ ὡς ἀνεφάρμοστον τὸ μέτρον τῶν ἐγγυήσεων καὶ προσιμένων να ἐπιφέρῃ δυσάρεστα ἀποτελέσματα. (1219, 868, 1513, 959)
headline: ΤΑ ΤΟΡΠΙΛΛΟΒΟΛΑ (1302, 279, 1430, 295)
cell: 87.— (169, 507, 198, 520)
cell: 92.— (169, 454, 198, 467)
cell: Λαύριο (63, 415, 103, 427)
paragraph: Κατὰ τὰς ληφθείσας χθὲς αὐθεντικὰς πληροφορίας, ὁ διακανονισμὸς τοῦ Ἑλληνοτουρκικοῦ ζητήματος θὰ λάβῃ χώραν μετὰ τὴν ἐν Πετρουπόλει ἐπάνοδον τοῦ Ἀνωτ. (929, 266, 1209, 369)
headline: Η ΠΑΡΑΚΡΑΤΗΣΙΣ (1281, 822, 1450, 845)
column-1 (61, 87, 347, 2180)
subheading: Τοῦρκοι στρατιῶται φυγόντες (1254, 415, 1478, 430)
paragraph: Ὁ Γάλλος ὑπουργὸς κατὰ τὴν ἐν τῇ ρωσσικῇ πρωτευούσῃ παραμονὴν του, θεωρεῖται βέβαιον ὅτι θὰ προέλθῃ εἰς συνεννόησιν μετὰ τοῦ Μουραβιέφ, ἐλπίζεται ὅτι ἐντεῦθεν ἐκ τῆς συνεννοήσεως αὐτῆς θὰ ἔχῃ ὡς ἀποτέλεσμα ὁριστικὴν πρὸς τὴν λύσιν τροπὴν τοῦ ζητήματος τῆς εἰρήνης. (929, 371, 1209, 528)
paragraph: Ἐν σχέσει πρὸς τὴν νέαν ὁροθετικὴν γραμμήν, ἥτις ἐγένετο ἀποδεκτὴ παρὰ τῶν ἐν Κωνσταντινουπόλει πρεσβευτῶν, ὁ πρέσβυς τῆς κυβερνήσεως κ. Ῥάλλης ἀνεκοίνωσεν τὴν ἑξῆς περὶ τῆς μελέτης τοῦ ζητήματος ἀκριβῶς γεωγραφικῶς τῆς νέας γραμμῆς. (929, 1298, 1209, 1454)
notice-date: Ἀθῆναι τῇ 13 Αὐγούστου 1897 (693, 1798, 881, 1814)
newspaper-page (54, 86, 1520, 2354)
paragraph: ΝΗΣΙΟΝ 12 Αὐγούστου. — Ἐγκύκλιος ὑπουργείου περὶ προωρινῆς εἰς χρῆμα μεταφορᾶς τῆς σταφίδος τὸν τόκο, ἐνέβαλεν εἰς ἀνησυχίαν καὶ ἀμηχανίαν τὴν σταφιδικὴν ἀγορὰν Πατρῶν, θεωρηθεῖσα ζήτημα ζωῆς καὶ ψήφισμα νόμου διορθωτέον. Ἐπιτροπὴ πανταχόθεν μεταβαίνουν Ἀθήνας, ὅπως ἐνεργήσουν ἐμφανῶς τῆς κυβερνήσεως ἔσοδον θὰ στηθῇ εἰς δεινήν σταφίδα τῆς ἐπιτροπείας. Αἰτία δὲν εἶνε ἔμπορος παρ' ἡμῖν κομμῶν. (361, 1875, 645, 2041)
cell: 39.50 (313, 467, 345, 480)
column-divider (1214, 87, 1215, 2180)
family-line: Ἡ θυγάτηρ (753, 1844, 821, 1860)
paragraph: Κατὰ πληροφορίας ἐκ Κων/πόλεως ἡ ἐκεῖ κατάστασις εἶνε ἔκρυθμος. Οἱ Τοῦρκοι θρασυνθέντες διαπράττουν ἔργα. (1219, 433, 1513, 479)
column-5 (1219, 87, 1513, 2180)
ornament-rule (1278, 1433, 1454, 1442)
cell: Εἰκοσάφραγκον (201, 454, 291, 467)
subheading: Ἡ αἴτησις τῶν Πυργίων (699, 606, 875, 621)
stock-exchange-heading: ΧΡΗΜΑΤΙΣΤΗΡΙΟΝ (130, 175, 277, 195)
cell: 2 11.75 (303, 494, 345, 507)
cell: 170.— (309, 401, 345, 415)
headline: ΦΟΝΟΙ ΤΟΥΡΚΩΝ ΕΝ ΣΙΤΕΙΑ (1231, 93, 1501, 116)
